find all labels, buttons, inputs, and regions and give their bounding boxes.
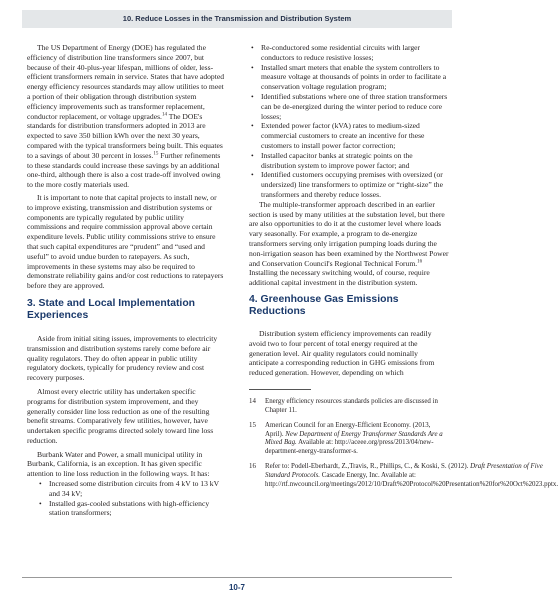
list-item: • Extended power factor (kVA) rates to medium-sized commercial customers to create an incentive for these customers to install power factor correction; (249, 121, 449, 150)
burbank-list (37, 479, 224, 518)
page-number: 10-7 (228, 583, 245, 592)
list-item: • Installed capacitor banks at strategic points on the distribution system to improve power factor; and (249, 151, 449, 171)
right-column (249, 43, 558, 496)
footnote-number: 14 (249, 397, 256, 405)
footnote-text: Energy efficiency resources standards policies are discussed in Chapter 11. (265, 397, 438, 414)
list-item: • Identified substations where one of three station transformers can be de-energized during the winter period to reduce core losses; (249, 92, 449, 121)
list-item: • Increased some distribution circuits from 4 kV to 13 kV and 34 kV; (37, 479, 224, 499)
multiple-transformer-paragraph: The multiple-transformer approach described in an earlier section is used by many utilities at the substation level, but there are also opportunities to do it at the customer level where loads vary seasonally. For example, a program to de-energize transformers serving only irrigation pumping loads during the non-irrigation season has been examined by the Northwest Power and Conservation Council's Regional Technical Forum.$^{16}$ Installing the necessary switching would, of course, require additional capital investment in the distribution system. (249, 199, 449, 288)
burbank-list-continued (249, 43, 449, 200)
intro-paragraph: The US Department of Energy (DOE) has regulated the efficiency of distribution line transformers since 2007, but because of their 40-plus-year lifespan, millions of older, less-efficient transformers remain in service. States that have adopted energy efficiency resources standards may allow utilities to meet a portion of their obligation through distribution system efficiency improvements such as transformer replacement, conductor replacement, or voltage upgrades.$^{14}$ The DOE's standards for distribution transformers adopted in 2013 are expected to save 350 billion kWh over the next 30 years, compared with the typical transformers being built. This equates to a savings of about 30 percent in losses.$^{15}$ Further refinements to these standards could increase these savings by an additional one-third, although there is also a cost trade-off involved owing to the more costly materials used. (27, 43, 225, 190)
footnotes (249, 397, 558, 489)
utility-programs-paragraph: Almost every electric utility has undertaken specific programs for distribution system improvement, and they generally consider line loss reduction as one of the resulting benefit streams. Comparatively few utilities, however, have undertaken specific programs directed solely toward line loss reduction. (27, 386, 214, 445)
list-item: • Installed smart meters that enable the system controllers to measure voltage at thousands of points in order to facilitate a conservation voltage regulation program; (249, 63, 449, 92)
footnote-ref-15[interactable]: 15 (153, 151, 159, 157)
burbank-paragraph: Burbank Water and Power, a small municipal utility in Burbank, California, is an exception. It has given specific attention to line loss reduction in the following ways. It has: (27, 449, 210, 479)
capital-projects-paragraph: It is important to note that capital projects to install new, or to improve existing, transmission and distribution systems or components are typically regulated by public utility commissions and require commission approval above certain expenditure levels. Public utility commissions strive to ensure that such capital expenditures are “prudent” and “used and useful” to avoid undue burden to ratepayers. As such, improvements in these systems may also be required to demonstrate reliability gains and/or cost reductions to ratepayers before they are approved. (27, 192, 224, 291)
footnote-14 (249, 398, 449, 415)
list-item: • Installed gas-cooled substations with high-efficiency station transformers; (37, 499, 224, 519)
footnote-ref-14[interactable]: 14 (161, 112, 167, 118)
section-4-heading: 4. Greenhouse Gas Emissions Reductions (249, 293, 399, 318)
footnote-number: 15 (249, 422, 256, 430)
section-3-heading: 3. State and Local Implementation Experiences (27, 297, 196, 322)
footnote-divider (249, 389, 311, 390)
siting-paragraph: Aside from initial siting issues, improvements to electricity transmission and distribution systems rarely come before air quality regulators. They do often appear in public utility regulatory dockets, typically for prudency review and cost recovery purposes. (27, 333, 218, 383)
running-header (22, 10, 452, 28)
footnote-16 (249, 463, 558, 489)
footnote-text: American Council for an Energy-Efficient Economy. (2013, April). New Department of Energy Transformer Standards Are a Mixed Bag. Available at: http://aceee.org/press/2013/04/new-department-energy-transformer-s. (265, 422, 443, 455)
footnote-text: Refer to: Podell-Eberhardt, Z.,Travis, R., Phillips, C., & Koski, S. (2012). Draft Presentation of Five Standard Protocols. Cascade Energy, Inc. Available at: http://rtf.nwcouncil.org/meetings/2012/10/Draft%20Protocol%20Presentation%20for%20Oct%2023.pptx. (265, 463, 558, 488)
list-item: • Identified customers occupying premises with oversized (or undersized) line transformers to optimize or “right-size” the transformers and thereby reduce losses. (249, 170, 449, 199)
list-item: • Re-conductored some residential circuits with larger conductors to reduce resistive losses; (249, 43, 449, 63)
footer-divider (22, 577, 452, 578)
footnote-number: 16 (249, 463, 256, 471)
footnote-ref-16[interactable]: 16 (417, 259, 423, 264)
ghg-paragraph: Distribution system efficiency improvements can readily avoid two to four percent of total energy required at the generation level. Air quality regulators could nominally anticipate a corresponding reduction in GHG emissions from reduced generation. However, depending on which (249, 328, 435, 378)
footnote-15 (249, 422, 449, 456)
left-column (27, 43, 224, 518)
running-header-title: 10. Reduce Losses in the Transmission and Distribution System (122, 14, 352, 23)
